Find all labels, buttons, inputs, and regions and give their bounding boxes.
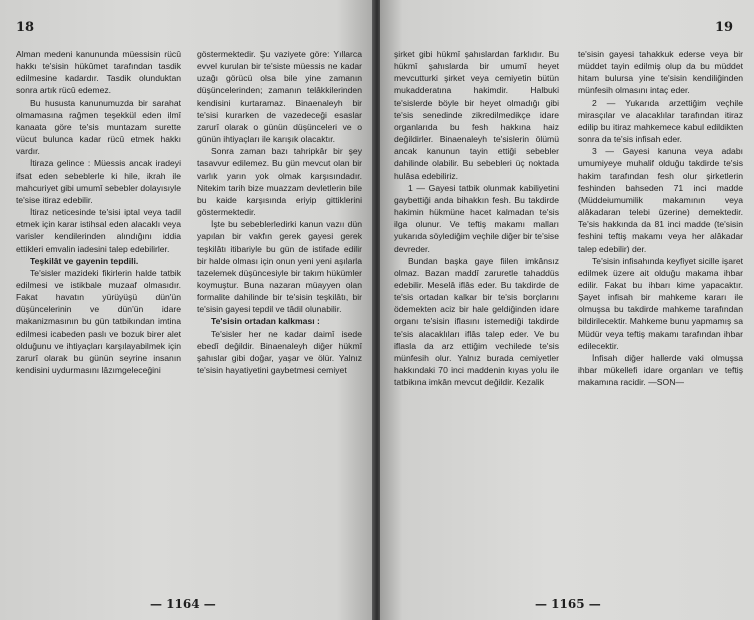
paragraph: İşte bu sebeblerledirki kanun vazıı dün yapılan bir vakfın gerek gayesi gerek teşkilâtı itibariyle bu gün de istifade edilir bir halde olması için onun yeni yeni aşılarla tazelemek düşüncesiyle bir takım hükümler koymuştur. Buna nazaran müayyen olan formalite dahilinde bir te'sisin teşkilâtı, bir te'sisin gayesi tepdil ve tâdil olunabilir. xyxy=(197,219,362,315)
left-page-column-1 xyxy=(16,48,181,376)
paragraph: Bundan başka gaye fiilen imkânsız olmaz. Bazan maddî zaruretle tahaddüs edebilir. Meselâ iflâs eder. Bu takdirde de te'sis ortadan kalkar bir te'sis borçlarını ödemekten aciz bir hale geldiğinden idare organı te'sisin iflasını istemediği takdirde te'sis alacaklıları iflâs talep eder. Ve bu iflasla da arz ettiğim vechilede te'sis münfesih olur. Yalnız burada cemiyetler hakkındaki 70 inci maddenin kıyas yolu ile tatbikına imkân mevcut değildir. Kezalik xyxy=(394,255,559,388)
paragraph: 1 — Gayesi tatbik olunmak kabiliyetini gaybettiği anda bihakkın fesh. Bu takdirde hakimin hükmüne hacet kalmadan te'sis ilga olunur. Ve teftiş makamı malları yukarıda söylediğim veçhile diğer bir te'sise devreder. xyxy=(394,182,559,254)
left-page-number: 18 xyxy=(16,20,35,35)
right-page-number: 19 xyxy=(715,20,734,35)
left-page-folio: — 1164 — xyxy=(150,597,216,611)
right-page-folio: — 1165 — xyxy=(535,597,601,611)
paragraph: Sonra zaman bazı tahripkâr bir şey tasavvur edilemez. Bu gün mevcut olan bir varlık yarın yok olmak karşısındadır. Nitekim tarih bize muazzam devletlerin bile bu kaide karşısında eriyip gittiklerini göstermektedir. xyxy=(197,146,362,218)
paragraph: 3 — Gayesi kanuna veya adabı umumiyeye muhalif olduğu takdirde te'sis hakim tarafından fesh olur şirketlerin feshinden bahseden 71 inci madde (Müddeiumumilik makamının veya alâkadaran telebi üzerine) demektedir. Te'sis hakkında da 81 inci madde (te'sisin feshini teftiş makamı veya her alâkadar talep edebilir) der. xyxy=(578,146,743,254)
right-page-column-1 xyxy=(394,48,559,388)
paragraph: Te'sisler mazideki fikirlerin halde tatbik edilmesi ve istikbale muzaaf olmasıdır. Fakat havatın yürüyüşü dün'ün düşüncelerinin ve dün'ün idare makanizmasının bu gün tatbikından imtina edilmesi icabeden paslı ve bozuk birer alet olduğunu ve ihtiyaçları karşılayabilmek için zarurî olarak bu günün seyrine insanın kendisini uydurmasını lâzımgeleceğini xyxy=(16,267,181,376)
paragraph: Te'sisler her ne kadar daimî isede ebedî değildir. Binaenaleyh diğer hükmî şahıslar gibi doğar, yaşar ve ölür. Yalnız te'sisin hayatiyetini gaybetmesi cemiyet xyxy=(197,328,362,376)
paragraph: İtiraz neticesinde te'sisi iptal veya tadil etmek için karar istihsal eden alacaklı veya varisler kendilerinden alındığını iddia ettikleri emvalin iadesini talep edebilirler. xyxy=(16,207,181,254)
section-heading: Te'sisin ortadan kalkması : xyxy=(211,316,320,327)
right-page-column-2 xyxy=(578,48,743,388)
paragraph: Te'sisin infisahında keyfiyet sicille işaret edilmek üzere ait olduğu makama ihbar edilir. Fakat bu ihbarı kime yapacaktır. Şayet infisah bir mahkeme kararı ile olmuşsa bu takdirde mahkeme tarafından bildirilecektir. Mahkeme bunu yapmamış sa Müdür veya teftiş makamı tarafından ihbar edilecektir. xyxy=(578,255,743,351)
paragraph: 2 — Yukarıda arzettiğim veçhile mirasçılar ve alacaklılar tarafından itiraz edilip bu itiraz mahkemece kabul edildikten sonra da te'sis infisah eder. xyxy=(578,97,743,145)
paragraph: İtiraza gelince : Müessis ancak iradeyi ifsat eden sebeblerle ki hile, ikrah ile mahcuriyet gibi umumî sebebler dolayısıyle te'sise itiraz edebilir. xyxy=(16,158,181,205)
paragraph: göstermektedir. Şu vaziyete göre: Yıllarca evvel kurulan bir te'siste müessis ne kadar uzağı görücü olsa bile yine zamanın düşüncelerinden; zamanın telâkkilerinden kendisini kurtaramaz. Binaenaleyh bir te'sisi kurarken de vazedeceği esaslar zarurî olarak o günün düşünceleri ve o günün ihtiyaçları ile karışık olacaktır. xyxy=(197,49,362,145)
left-page xyxy=(0,0,374,620)
paragraph: Bu hususta kanunumuzda bir sarahat olmamasına rağmen teşekkül eden ilmî kanaata göre te'sis muntazam surette vücut bulunca kadar rücû etmek hakkı vardır. xyxy=(16,97,181,157)
right-page xyxy=(380,0,754,620)
paragraph: İnfisah diğer hallerde vaki olmuşsa ihbar mükellefi idare organları ve teftiş makamına racidir. —SON— xyxy=(578,352,743,388)
paragraph: Alman medeni kanununda müessisin rücû hakkı te'sisin hükûmet tarafından tasdik edilmesine kadardır. Tasdik olunduktan sonra artık rücû edemez. xyxy=(16,49,181,96)
paragraph: te'sisin gayesi tahakkuk ederse veya bir müddet tayin edilmiş olup da bu müddet hitam bulursa yine te'sisin kendiliğinden münfesih olmasını intaç eder. xyxy=(578,49,743,96)
left-page-column-2 xyxy=(197,48,362,376)
paragraph: şirket gibi hükmî şahıslardan farklıdır. Bu hükmî şahıslarda bir umumî heyet mevcutturki şirket veya cemiyetin bütün mukadderatına hakimdir. Halbuki te'sislerde böyle bir heyet olmadığı gibi te'sis senedinde zikredilmedikçe idare organlarıda bu fesh hakkına haiz değildirler. Binaenaleyh te'sislerin ölümü ancak kanunun tayin ettiği sebebler dahilinde olabilir. Bu sebebleri üç noktada hulâsa edebiliriz. xyxy=(394,49,559,181)
section-heading: Teşkilât ve gayenin tepdili. xyxy=(30,255,139,266)
